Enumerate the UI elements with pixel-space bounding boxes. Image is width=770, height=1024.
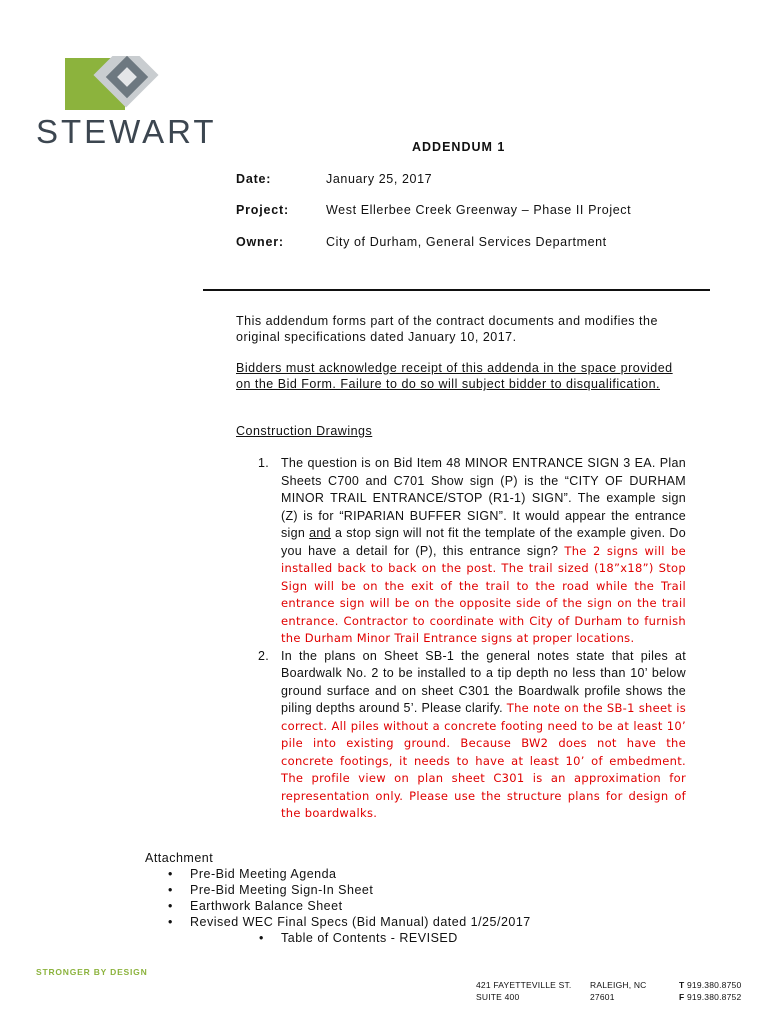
question-text: In the plans on Sheet SB-1 the general notes state that piles at Boardwalk No. 2 to be installed to a tip depth no less than 10’ below ground surface and on sheet C301 the Boardwalk profile shows the piling depths around 5’. Please clarify.: [281, 648, 686, 715]
question-text: The question is on Bid Item 48 MINOR ENTRANCE SIGN 3 EA. Plan Sheets C700 and C701 Show sign (P) is the “CITY OF DURHAM MINOR TRAIL ENTRANCE/STOP (R1-1) SIGN”. The example sign (Z) is for “RIPARIAN BUFFER SIGN”. It would appear the entrance sign: [281, 456, 686, 540]
intro-paragraph: This addendum forms part of the contract documents and modifies the original specifications dated January 10, 2017.: [236, 314, 658, 344]
logo-graphic: [36, 56, 201, 116]
phone-line: [679, 979, 741, 991]
owner-label: Owner:: [236, 235, 284, 249]
list-sub-item: • Table of Contents - REVISED: [168, 930, 531, 946]
footer-contact: [679, 979, 741, 1003]
list-item: • Revised WEC Final Specs (Bid Manual) dated 1/25/2017: [168, 914, 531, 930]
date-value: January 25, 2017: [326, 172, 433, 186]
footer-city: [590, 979, 647, 1003]
attachment-heading: Attachment: [145, 851, 214, 865]
fax-number: 919.380.8752: [686, 992, 742, 1002]
question-list: [236, 455, 686, 823]
project-label: Project:: [236, 203, 289, 217]
attachment-list: [168, 866, 531, 946]
list-item: [236, 648, 686, 823]
logo-wordmark: STEWART: [36, 113, 217, 150]
address-line-1: 421 FAYETTEVILLE ST.: [476, 980, 572, 990]
footer-tagline: STRONGER BY DESIGN: [36, 967, 148, 977]
date-label: Date:: [236, 172, 272, 186]
fax-line: [679, 991, 741, 1003]
footer-address: [476, 979, 572, 1003]
address-line-2: SUITE 400: [476, 992, 520, 1002]
item-number: 1.: [258, 456, 270, 470]
document-title: ADDENDUM 1: [412, 140, 506, 154]
owner-value: City of Durham, General Services Department: [326, 235, 607, 249]
question-text-continued: a stop sign will not fit the template of the example given. Do you have a detail for (P), this entrance sign?: [281, 526, 687, 558]
question-emphasis: and: [309, 526, 331, 540]
city-state: RALEIGH, NC: [590, 980, 647, 990]
fax-prefix: F: [679, 992, 685, 1002]
phone-number: 919.380.8750: [686, 980, 742, 990]
acknowledge-paragraph: Bidders must acknowledge receipt of this addenda in the space provided on the Bid Form. Failure to do so will subject bidder to disqualification.: [236, 361, 673, 391]
list-item: • Earthwork Balance Sheet: [168, 898, 531, 914]
phone-prefix: T: [679, 980, 685, 990]
item-number: 2.: [258, 648, 270, 663]
list-item: • Pre-Bid Meeting Agenda: [168, 866, 531, 882]
header-divider: [203, 289, 710, 291]
zip-code: 27601: [590, 992, 615, 1002]
list-item: [236, 455, 686, 648]
answer-text: The 2 signs will be installed back to back on the post. The trail sized (18”x18”) Stop Sign will be on the exit of the trail to the road while the Trail entrance sign will be on the opposite side of the sign on the trail entrance. Contractor to coordinate with City of Durham to furnish the Durham Minor Trail Entrance signs at proper locations.: [281, 543, 686, 645]
project-value: West Ellerbee Creek Greenway – Phase II Project: [326, 203, 632, 217]
section-heading: Construction Drawings: [236, 424, 373, 438]
list-item: • Pre-Bid Meeting Sign-In Sheet: [168, 882, 531, 898]
answer-text: The note on the SB-1 sheet is correct. All piles without a concrete footing need to be at least 10’ pile into existing ground. Because BW2 does not have the concrete footings, it needs to have at least 10’ of embedment. The profile view on plan sheet C301 is an approximation for representation only. Please use the structure plans for design of the boardwalks.: [281, 701, 686, 820]
